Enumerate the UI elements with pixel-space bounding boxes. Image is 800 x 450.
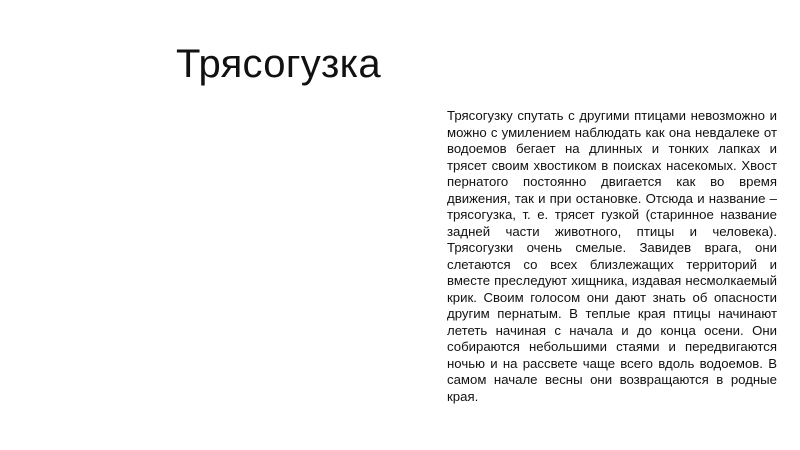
slide-body-text: Трясогузку спутать с другими птицами невозможно и можно с умилением наблюдать как она невдалеке от водоемов бегает на длинных и тонких лапках и трясет своим хвостиком в поисках насекомых. Хвост пернатого постоянно двигается как во время движения, так и при остановке. Отсюда и название – трясогузка, т. е. трясет гузкой (старинное название задней части животного, птицы и человека). Трясогузки очень смелые. Завидев врага, они слетаются со всех близлежащих территорий и вместе преследуют хищника, издавая несмолкаемый крик. Своим голосом они дают знать об опасности другим пернатым. В теплые края птицы начинают лететь начиная с начала и до конца осени. Они собираются небольшими стаями и передвигаются ночью и на рассвете чаще всего вдоль водоемов. В самом начале весны они возвращаются в родные края. xyxy=(447,108,777,404)
slide-title: Трясогузка xyxy=(176,42,381,86)
